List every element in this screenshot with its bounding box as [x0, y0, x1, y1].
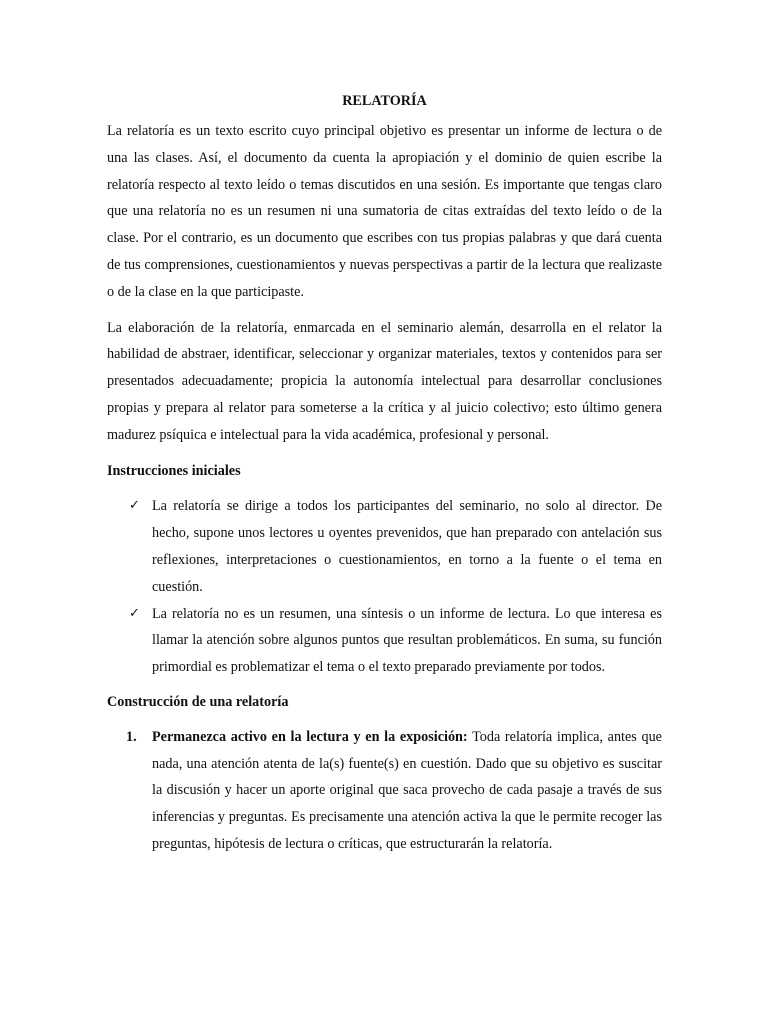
list-item — [107, 724, 662, 858]
intro-paragraph-2: La elaboración de la relatoría, enmarcada en el seminario alemán, desarrolla en el relator la habilidad de abstraer, identificar, seleccionar y organizar materiales, textos y contenidos para ser presentados adecuadamente; propicia la autonomía intelectual para desarrollar conclusiones propias y prepara al relator para someterse a la crítica y al juicio colectivo; esto último genera madurez psíquica e intelectual para la vida académica, profesional y personal. — [107, 319, 662, 443]
list-item — [107, 493, 662, 600]
step-number: 1. — [126, 728, 137, 745]
construction-steps-list — [107, 724, 662, 858]
checkmark-icon: ✓ — [129, 498, 140, 514]
step-lead: Permanezca activo en la lectura y en la exposición: — [152, 728, 468, 745]
document-page — [107, 90, 662, 858]
list-item-text: La relatoría se dirige a todos los participantes del seminario, no solo al director. De hecho, supone unos lectores u oyentes prevenidos, que han preparado con antelación sus reflexiones, interpretaciones o cuestionamientos, en torno a la fuente o el tema en cuestión. — [152, 498, 662, 595]
step-text: Toda relatoría implica, antes que nada, una atención atenta de la(s) fuente(s) en cuestión. Dado que su objetivo es suscitar la discusión y hacer un aporte original que saca provecho de cada pasaje a través de sus inferencias y preguntas. Es precisamente una atención activa la que le permite recoger las preguntas, hipótesis de lectura o críticas, que estructurarán la relatoría. — [152, 728, 662, 852]
intro-paragraph-1: La relatoría es un texto escrito cuyo principal objetivo es presentar un informe de lectura o de una las clases. Así, el documento da cuenta la apropiación y el dominio de quien escribe la relatoría respecto al texto leído o temas discutidos en una sesión. Es importante que tengas claro que una relatoría no es un resumen ni una sumatoria de citas extraídas del texto leído o de la clase. Por el contrario, es un documento que escribes con tus propias palabras y que dará cuenta de tus comprensiones, cuestionamientos y nuevas perspectivas a partir de la lectura que realizaste o de la clase en la que participaste. — [107, 123, 662, 300]
construction-heading: Construcción de una relatoría — [107, 693, 289, 710]
list-item-text: La relatoría no es un resumen, una síntesis o un informe de lectura. Lo que interesa es llamar la atención sobre algunos puntos que resultan problemáticos. En suma, su función primordial es problematizar el tema o el texto preparado previamente por todos. — [152, 605, 662, 676]
instructions-heading: Instrucciones iniciales — [107, 462, 241, 479]
document-title: RELATORÍA — [342, 93, 427, 109]
instructions-list — [107, 493, 662, 681]
checkmark-icon: ✓ — [129, 605, 140, 621]
list-item — [107, 601, 662, 681]
